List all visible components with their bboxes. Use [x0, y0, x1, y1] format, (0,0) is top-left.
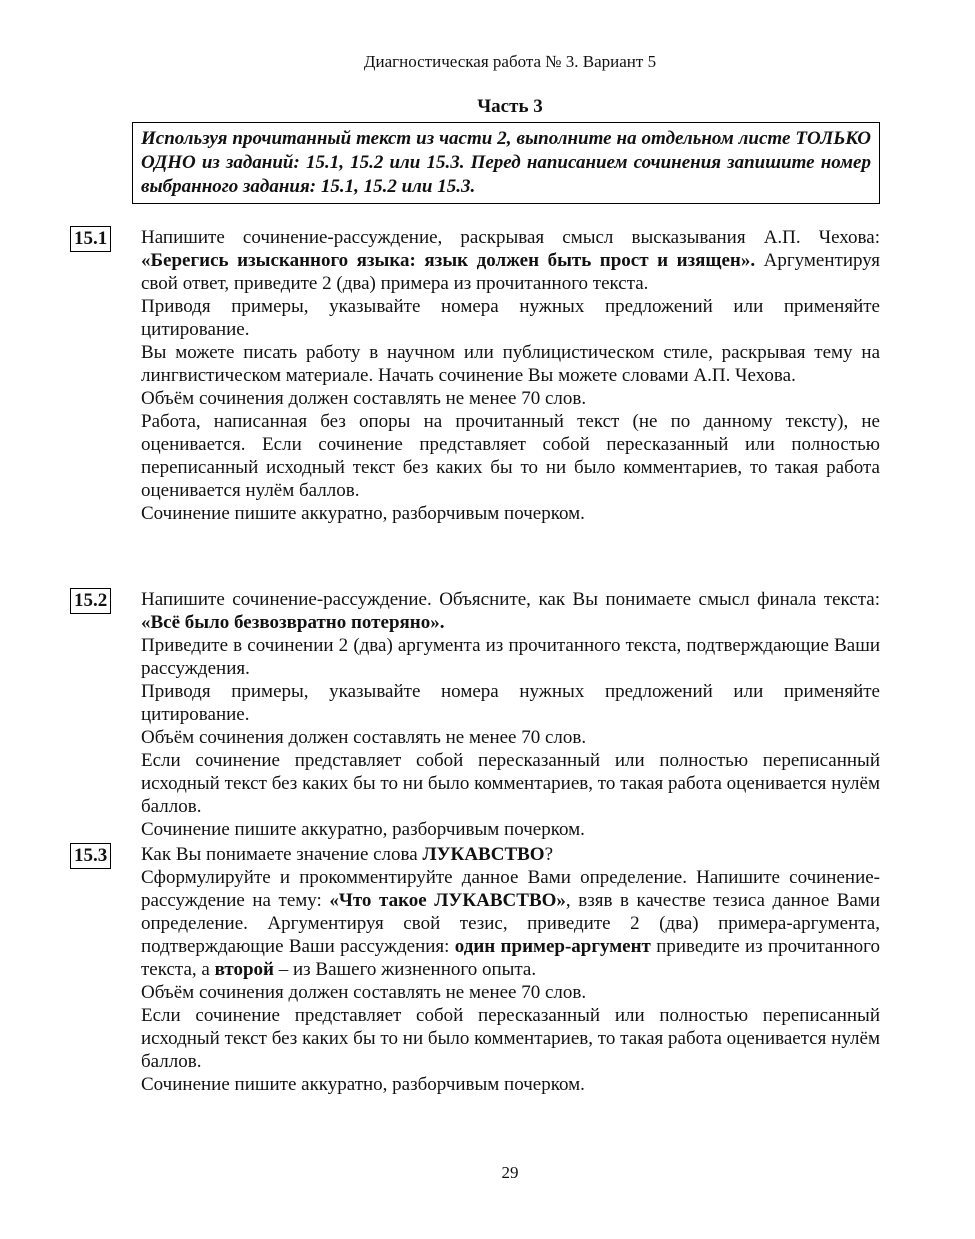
task-paragraph: Сочинение пишите аккуратно, разборчивым почерком.	[141, 819, 585, 840]
quote: «Всё было безвозвратно потеряно».	[141, 612, 445, 633]
task-paragraph: Объём сочинения должен составлять не менее 70 слов.	[141, 727, 587, 748]
keyword: ЛУКАВСТВО	[422, 844, 545, 865]
quote: «Берегись изысканного языка: язык должен быть прост и изящен».	[141, 250, 756, 271]
text-run: Аргументируя свой ответ, приведите 2 (два) примера из прочитанного текста.	[141, 250, 881, 294]
task-paragraph: Если сочинение представляет собой пересказанный или полностью переписанный исходный текст без каких бы то ни было комментариев, то такая работа оценивается нулём баллов.	[141, 750, 880, 817]
task-paragraph: Приводя примеры, указывайте номера нужных предложений или применяйте цитирование.	[141, 681, 880, 725]
instruction-box: Используя прочитанный текст из части 2, выполните на отдельном листе ТОЛЬКО ОДНО из заданий: 15.1, 15.2 или 15.3. Перед написанием сочинения запишите номер выбранного задания: 15.1, 15.2 или 15.3.	[132, 122, 880, 204]
text-run: Напишите сочинение-рассуждение. Объясните, как Вы понимаете смысл финала текста:	[141, 589, 880, 610]
task-number: 15.1	[70, 226, 111, 252]
task-body	[141, 843, 880, 1096]
task-paragraph: Объём сочинения должен составлять не менее 70 слов.	[141, 388, 587, 409]
task-paragraph: Объём сочинения должен составлять не менее 70 слов.	[141, 982, 587, 1003]
task-paragraph	[141, 843, 880, 866]
task-paragraph: Сочинение пишите аккуратно, разборчивым почерком.	[141, 503, 585, 524]
task-paragraph: Сочинение пишите аккуратно, разборчивым почерком.	[141, 1074, 585, 1095]
task-paragraph: Если сочинение представляет собой пересказанный или полностью переписанный исходный текст без каких бы то ни было комментариев, то такая работа оценивается нулём баллов.	[141, 1005, 880, 1072]
task-paragraph	[141, 588, 880, 634]
part-title: Часть 3	[477, 96, 543, 117]
topic: «Что такое ЛУКАВСТВО»	[329, 890, 566, 911]
page-header: Диагностическая работа № 3. Вариант 5	[363, 52, 657, 71]
text-run: Напишите сочинение-рассуждение, раскрывая смысл высказывания А.П. Чехова:	[141, 227, 880, 248]
emphasis: один пример-аргумент	[454, 936, 651, 957]
emphasis: второй	[214, 959, 274, 980]
task-paragraph: Вы можете писать работу в научном или публицистическом стиле, раскрывая тему на лингвистическом материале. Начать сочинение Вы можете словами А.П. Чехова.	[141, 342, 880, 386]
text-run: приведите из прочитанного текста, а	[141, 936, 880, 980]
task-paragraph	[141, 226, 880, 295]
task-body	[141, 226, 880, 525]
text-run: Как Вы понимаете значение слова	[141, 844, 423, 865]
task-body	[141, 588, 880, 841]
text-run: – из Вашего жизненного опыта.	[273, 959, 537, 980]
text-run: , взяв в качестве тезиса данное Вами определение. Аргументируя свой тезис, приведите 2 (два) примера-аргумента, подтверждающие Ваши рассуждения:	[141, 890, 881, 957]
page-number: 29	[501, 1163, 519, 1182]
task-paragraph: Приведите в сочинении 2 (два) аргумента из прочитанного текста, подтверждающие Ваши рассуждения.	[141, 635, 880, 679]
task-number: 15.3	[70, 843, 111, 869]
task-paragraph: Приводя примеры, указывайте номера нужных предложений или применяйте цитирование.	[141, 296, 880, 340]
text-run: ?	[544, 844, 554, 865]
text-run: Сформулируйте и прокомментируйте данное Вами определение. Напишите сочинение-рассуждение на тему:	[141, 867, 880, 911]
task-paragraph: Работа, написанная без опоры на прочитанный текст (не по данному тексту), не оценивается. Если сочинение представляет собой пересказанный или полностью переписанный исходный текст без каких бы то ни было комментариев, то такая работа оценивается нулём баллов.	[141, 411, 880, 501]
task-paragraph	[141, 866, 880, 981]
task-number: 15.2	[70, 588, 111, 614]
